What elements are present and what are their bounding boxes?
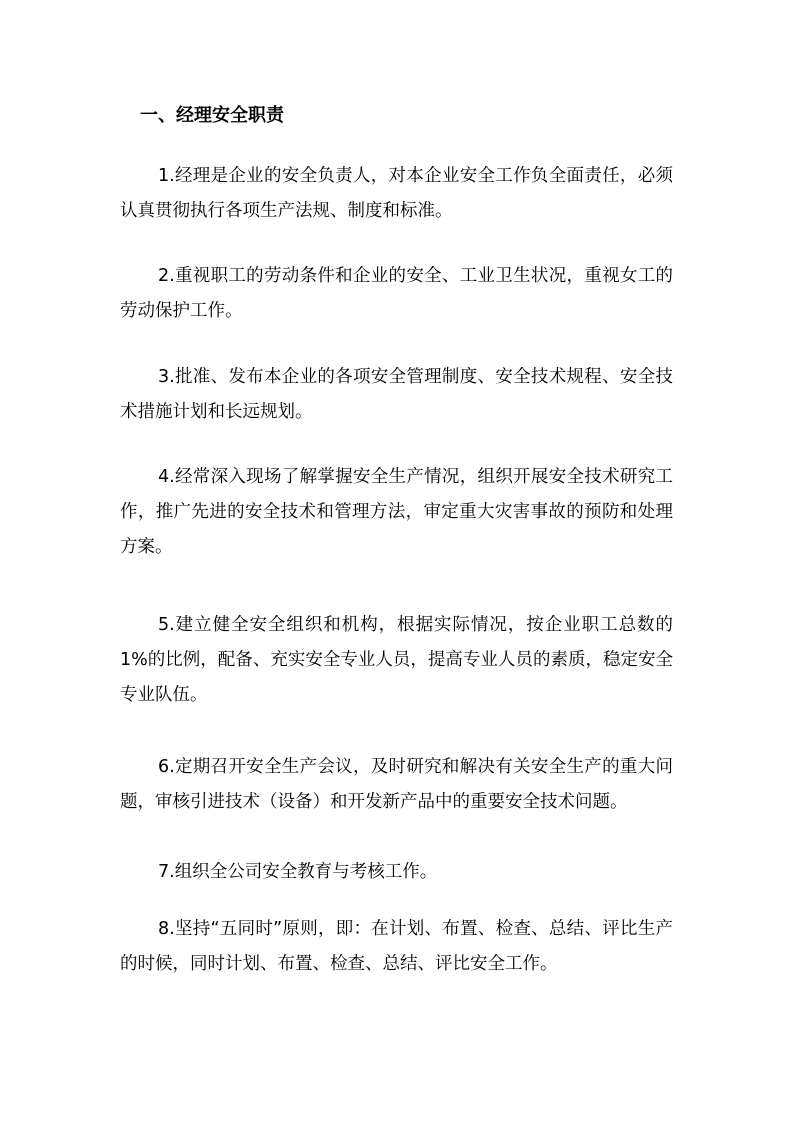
paragraph-6: 6.定期召开安全生产会议，及时研究和解决有关安全生产的重大问题，审核引进技术（设备）和开发新产品中的重要安全技术问题。 xyxy=(120,757,673,812)
paragraph-3: 3.批准、发布本企业的各项安全管理制度、安全技术规程、安全技术措施计划和长远规划。 xyxy=(120,367,673,422)
paragraph-7: 7.组织全公司安全教育与考核工作。 xyxy=(158,862,438,882)
paragraph-2: 2.重视职工的劳动条件和企业的安全、工业卫生状况，重视女工的劳动保护工作。 xyxy=(120,266,673,321)
section-heading: 一、经理安全职责 xyxy=(140,105,284,126)
paragraph-1: 1.经理是企业的安全负责人，对本企业安全工作负全面责任，必须认真贯彻执行各项生产法规、制度和标准。 xyxy=(120,166,673,221)
paragraph-5: 5.建立健全安全组织和机构，根据实际情况，按企业职工总数的1%的比例，配备、充实安全专业人员，提高专业人员的素质，稳定安全专业队伍。 xyxy=(120,615,673,705)
paragraph-4: 4.经常深入现场了解掌握安全生产情况，组织开展安全技术研究工作，推广先进的安全技术和管理方法，审定重大灾害事故的预防和处理方案。 xyxy=(120,467,673,557)
paragraph-8: 8.坚持“五同时”原则，即：在计划、布置、检查、总结、评比生产的时候，同时计划、布置、检查、总结、评比安全工作。 xyxy=(120,919,673,974)
